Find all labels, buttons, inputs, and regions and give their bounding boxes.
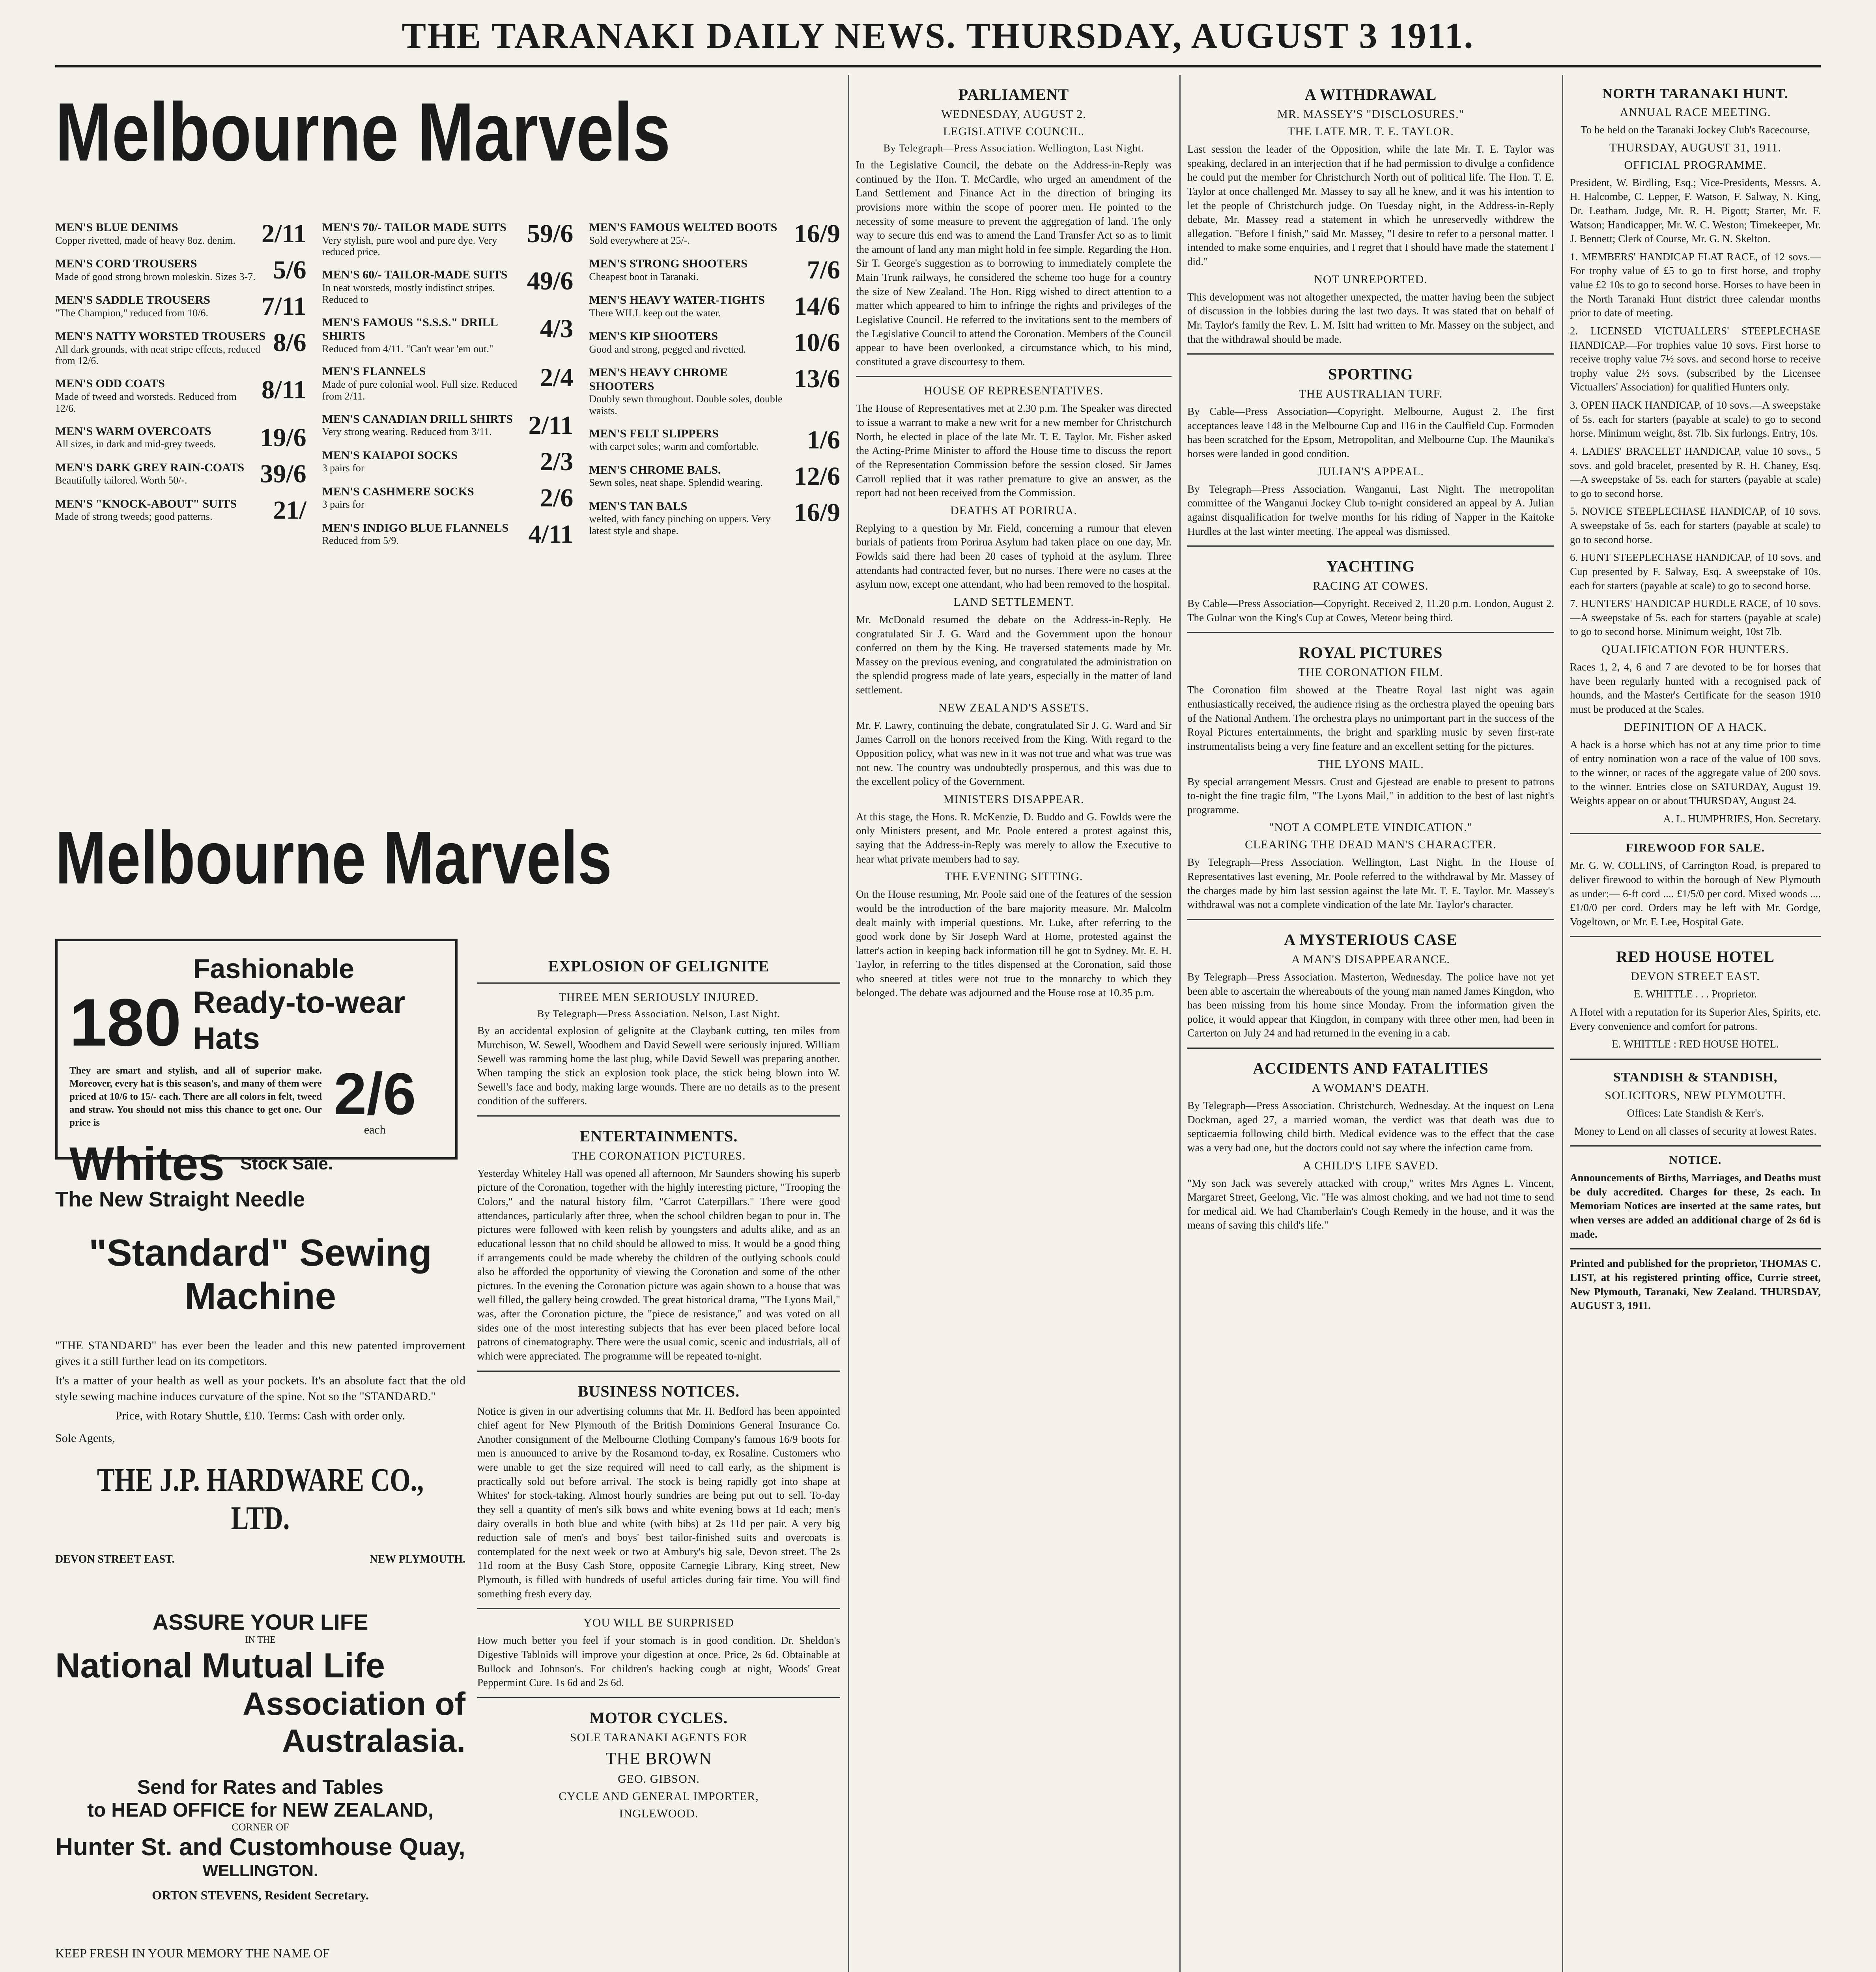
item-price: 4/3 (540, 314, 574, 343)
divider (1187, 353, 1554, 355)
accidents-heading: ACCIDENTS AND FATALITIES (1253, 1059, 1489, 1077)
hunt-officials: President, W. Birdling, Esq.; Vice-Presidents, Messrs. A. H. Halcombe, C. Lepper, F. Watson, F. Salway, N. King, Dr. Leatham. Judge, Mr. R. H. Pigott; Starter, Mr. F. Watson; Handicapper, Mr. W. C. Weston; Timekeeper, Mr. J. Bennett; Clerk of Course, Mr. G. N. Skelton. (1570, 176, 1821, 245)
whites-name: Whites (69, 1137, 225, 1190)
assets-body: Mr. F. Lawry, continuing the debate, congratulated Sir J. G. Ward and Sir James Carroll on the honors received from the King. With regard to the Opposition policy, what was new in it was not true and what was true was not new. The country was undoubtedly prosperous, and this was due to the excellent policy of the Government. (856, 719, 1172, 788)
item-name: MEN'S CHROME BALS. (589, 463, 721, 476)
hor-body: The House of Representatives met at 2.30 p.m. The Speaker was directed to issue a warrant to make a new writ for a new member for Christchurch North, he elected in place of the late Mr. T. E. Taylor. Mr. Fisher asked the Acting-Prime Minister to afford the House time to discuss the report of the Representation Commission before the session closed. Sir James Carroll replied that it was rather premature to give an answer, as the report had not been received from the Commission. (856, 402, 1172, 499)
motor-l5: INGLEWOOD. (619, 1807, 699, 1820)
sewing-town: NEW PLYMOUTH. (370, 1553, 465, 1565)
standish-body: Offices: Late Standish & Kerr's. (1627, 1107, 1764, 1119)
column-4 (1187, 75, 1554, 1972)
hats-line1: Fashionable (193, 953, 355, 984)
melbourne-item (322, 449, 574, 475)
item-name: MEN'S STRONG SHOOTERS (589, 257, 748, 270)
melbourne-item (55, 377, 306, 414)
item-price: 39/6 (260, 459, 306, 488)
standish-heading: STANDISH & STANDISH, (1613, 1070, 1778, 1085)
vindication-sub: CLEARING THE DEAD MAN'S CHARACTER. (1244, 838, 1497, 852)
royal-heading: ROYAL PICTURES (1299, 644, 1443, 662)
motor-cycles-heading: MOTOR CYCLES. (589, 1709, 728, 1727)
melbourne-item (322, 221, 574, 258)
column-divider (1562, 75, 1563, 1972)
standish-sub: SOLICITORS, NEW PLYMOUTH. (1605, 1089, 1786, 1102)
divider (477, 1697, 840, 1698)
melbourne-item (55, 257, 306, 283)
item-name: MEN'S 60/- TAILOR-MADE SUITS (322, 268, 508, 282)
column-2 (477, 947, 840, 1972)
item-name: MEN'S CASHMERE SOCKS (322, 485, 474, 498)
hunt-date: THURSDAY, AUGUST 31, 1911. (1609, 141, 1782, 154)
parliament-date: WEDNESDAY, AUGUST 2. (941, 108, 1086, 121)
melbourne-item (322, 365, 574, 402)
melbourne-item (589, 427, 840, 453)
item-name: MEN'S DARK GREY RAIN-COATS (55, 461, 245, 474)
melbourne-item (589, 293, 840, 319)
item-description: Very stylish, pure wool and pure dye. Very reduced price. (322, 234, 497, 258)
yachting-heading: YACHTING (1326, 557, 1415, 575)
business-heading: BUSINESS NOTICES. (577, 1382, 740, 1400)
gelignite-heading: EXPLOSION OF GELIGNITE (548, 957, 770, 975)
item-description: Made of pure colonial wool. Full size. Reduced from 2/11. (322, 378, 518, 402)
item-name: MEN'S SADDLE TROUSERS (55, 293, 210, 306)
divider (1570, 833, 1821, 834)
divider (1187, 632, 1554, 633)
race-entry: 3. OPEN HACK HANDICAP, of 10 sovs.—A sweepstake of 5s. each for starters (payable at scale) to go to second horse. Minimum weight, 8st. 7lb. Six furlongs. Entry, 10s. (1570, 399, 1821, 439)
ministers-body: At this stage, the Hons. R. McKenzie, D. Buddo and G. Fowlds were the only Ministers present, and Mr. Poole entered a protest against this, saying that the Address-in-Reply was merely to allow the Executive to hear what private members had to say. (856, 810, 1172, 865)
divider (1570, 1059, 1821, 1060)
race-entry: 6. HUNT STEEPLECHASE HANDICAP, of 10 sovs. and Cup presented by F. Salway, Esq. A sweepstake of 10s. each for starters (payable at scale) to go to second horse. (1570, 551, 1821, 592)
divider (1187, 545, 1554, 547)
item-description: Cheapest boot in Taranaki. (589, 271, 699, 282)
column-divider (1179, 75, 1181, 1972)
ins-l8: Hunter St. and Customhouse Quay, (55, 1833, 465, 1861)
race-entry: 4. LADIES' BRACELET HANDICAP, value 10 sovs., 5 sovs. and gold bracelet, presented by R. H. Chaney, Esq.—A sweepstake of 5s. each for starters (payable at scale) to go to second horse. (1570, 445, 1821, 499)
gelignite-sub: THREE MEN SERIOUSLY INJURED. (559, 991, 759, 1004)
item-description: All dark grounds, with neat stripe effects, reduced from 12/6. (55, 343, 261, 367)
item-name: MEN'S HEAVY WATER-TIGHTS (589, 293, 765, 306)
column-5 (1570, 75, 1821, 1972)
ins-l2: IN THE (245, 1634, 276, 1645)
melbourne-marvels-title: Melbourne Marvels (55, 86, 671, 178)
item-name: MEN'S BLUE DENIMS (55, 221, 178, 234)
divider (1570, 1248, 1821, 1249)
melbourne-item (322, 413, 574, 439)
deaths-body: Replying to a question by Mr. Field, concerning a rumour that eleven burials of patients from Porirua Asylum had taken place on one day, Mr. Fowlds said there had been 20 cases of typhoid at the asylum. Three attendants had contracted fever, but no nurses. There were no cases at the asylum now, except one attendant, who had been removed to the hospital. (856, 522, 1172, 590)
motor-l3: GEO. GIBSON. (618, 1772, 700, 1785)
melbourne-item (589, 221, 840, 247)
notice-body: Announcements of Births, Marriages, and Deaths must be duly accredited. Charges for these, 2s each. In Memoriam Notices are inserted at the same rates, but when verses are added an additional charge of 2s 6d is made. (1570, 1172, 1821, 1240)
item-price: 2/3 (540, 447, 574, 476)
parliament-byline: By Telegraph—Press Association. Wellington, Last Night. (883, 142, 1144, 154)
item-description: Made of tweed and worsteds. Reduced from 12/6. (55, 390, 237, 414)
ins-l3: National Mutual Life (55, 1645, 385, 1685)
redhouse-signature: E. WHITTLE : RED HOUSE HOTEL. (1612, 1038, 1779, 1050)
sporting-heading: SPORTING (1328, 365, 1413, 383)
item-name: MEN'S FELT SLIPPERS (589, 427, 719, 440)
melbourne-items-column (55, 221, 306, 797)
melbourne-item (589, 257, 840, 283)
melbourne-items-column (322, 221, 574, 797)
item-price: 16/9 (794, 219, 840, 248)
sewing-agents: Sole Agents, (55, 1431, 115, 1445)
melbourne-item (322, 268, 574, 305)
mystery-heading: A MYSTERIOUS CASE (1284, 930, 1457, 949)
item-name: MEN'S HEAVY CHROME SHOOTERS (589, 366, 728, 393)
divider (477, 1371, 840, 1372)
item-name: MEN'S CORD TROUSERS (55, 257, 197, 270)
hack-heading: DEFINITION OF A HACK. (1624, 720, 1767, 734)
hunt-sub: ANNUAL RACE MEETING. (1620, 106, 1771, 119)
sewing-p3: Price, with Rotary Shuttle, £10. Terms: Cash with order only. (115, 1409, 405, 1423)
divider (1187, 1048, 1554, 1049)
melbourne-items-column (589, 221, 840, 797)
melbourne-item (55, 425, 306, 451)
redhouse-proprietor: E. WHITTLE . . . Proprietor. (1634, 988, 1757, 1000)
ins-l5: Send for Rates and Tables (137, 1776, 384, 1798)
masthead (55, 12, 1821, 59)
item-name: MEN'S ODD COATS (55, 377, 165, 390)
withdrawal-sub: MR. MASSEY'S "DISCLOSURES." (1277, 108, 1464, 121)
printer-imprint: Printed and published for the proprietor, THOMAS C. LIST, at his registered printing office, Currie street, New Plymouth, Taranaki, New Zealand. THURSDAY, AUGUST 3, 1911. (1570, 1257, 1821, 1312)
vindication-body: By Telegraph—Press Association. Wellington, Last Night. In the House of Representatives last evening, Mr. Poole referred to the withdrawal by Mr. Massey of the charges made by him last session against the late Mr. T. E. Taylor. Mr. Massey's withdrawal was not a complete vindication of the late Mr. Taylor's character. (1187, 856, 1554, 911)
withdrawal-body: Last session the leader of the Opposition, while the late Mr. T. E. Taylor was speaking, declared in an interjection that if he had permission to divulge a confidence he could put the member for Christchurch North out of political life. The Hon. T. E. Taylor at once challenged Mr. Massey to say all he knew, and it was his intention to let the people of Christchurch judge. On Tuesday night, in the Address-in-Reply debate, Mr. Massey read a statement in which he unreservedly withdrew the allegation. "Before I finish," said Mr. Massey, "I desire to refer to a personal matter. I intended to make some enquiries, and I regret that I should have made the statement I did." (1187, 143, 1554, 267)
melbourne-item (589, 330, 840, 356)
item-description: All sizes, in dark and mid-grey tweeds. (55, 438, 216, 450)
hack-body: A hack is a horse which has not at any time prior to time of entry nomination won a race of the value of 100 sovs. to the winner, or races of the aggregate value of 200 sovs. to the winner. Entries close on SATURDAY, August 19. Weights appear on or about THURSDAY, August 24. (1570, 738, 1821, 807)
hats-text: They are smart and stylish, and all of superior make. Moreover, every hat is this season's, and many of them were priced at 10/6 to 15/- each. There are all colors in felt, tweed and straw. You should not miss this chance to get one. Our price is (69, 1065, 322, 1128)
divider (477, 1608, 840, 1609)
item-name: MEN'S 70/- TAILOR MADE SUITS (322, 221, 506, 234)
item-price: 1/6 (807, 425, 840, 454)
melbourne-item (55, 293, 306, 319)
turf-heading: THE AUSTRALIAN TURF. (1299, 387, 1443, 401)
race-entry: 7. HUNTERS' HANDICAP HURDLE RACE, of 10 sovs.—A sweepstake of 5s. each for starters (payable at scale) to go to second horse. Minimum weight, 10st 7lb. (1570, 598, 1821, 638)
item-price: 2/6 (540, 483, 574, 512)
item-description: Very strong wearing. Reduced from 3/11. (322, 426, 492, 438)
hunt-heading: NORTH TARANAKI HUNT. (1602, 86, 1788, 101)
item-price: 10/6 (794, 328, 840, 357)
redhouse-heading: RED HOUSE HOTEL (1616, 948, 1775, 966)
melbourne-item (55, 497, 306, 523)
item-description: Reduced from 4/11. "Can't wear 'em out." (322, 343, 493, 355)
parliament-sub: LEGISLATIVE COUNCIL. (943, 125, 1085, 138)
gelignite-byline: By Telegraph—Press Association. Nelson, Last Night. (537, 1008, 781, 1020)
turf-body: By Cable—Press Association—Copyright. Melbourne, August 2. The first acceptances leave 148 in the Melbourne Cup and 116 in the Caulfield Cup. Formoden has been scratched for the Epsom, Metropolitan, and Melbourne Cup. The Maunika's horses were landed in good condition. (1187, 405, 1554, 459)
business-body: Notice is given in our advertising columns that Mr. H. Bedford has been appointed chief agent for New Plymouth of the British Dominions General Insurance Co. Another consignment of the Melbourne Clothing Company's famous 16/9 boots for men is announced to arrive by the Rosamond to-day, ex Rosaline. Customers who were unable to get the size required will need to call early, as the shipment is practically sold out before arrival. The stock is being rapidly got into shape at Whites' for stock-taking. Almost hourly sundries are being put out to sell. To-day they sell a quantity of men's silk bows and white evening bows at 1d each; men's dairy overalls in both blue and white (with bibs) at 2s 11d per pair. A very big reduction sale of men's and boys' best tailor-finished suits and overcoats is contemplated for the next week or two at Ambury's big sale, Devon street. The 2s 11d room at the Busy Cash Store, opposite Carnegie Library, King street, New Plymouth, is filled with hundreds of useful articles during fair time. You will find something fresh every day. (477, 1405, 840, 1600)
divider (856, 376, 1172, 377)
parliament-body: In the Legislative Council, the debate on the Address-in-Reply was continued by the Hon. T. McCardle, who urged an amendment of the Land Settlement and Finance Act in the direction of bringing its provisions more within the scope of poorer men. He pointed to the necessity of some measure to prevent the aggregation of land. The only way to secure this end was to amend the Land Transfer Act so as to limit the amount of land any man might hold in fee simple. Regarding the Hon. Sir T. George's suggestion as to borrowing to immediately complete the Main Trunk railways, he considered the scheme too huge for a country the size of New Zealand. The Hon. Rigg wished to direct attention to a matter which appeared to him to infringe the rights and privileges of the Legislative Council. He referred to the invitations sent to the members of the Legislative Council to attend the Coronation. Members of the Council appear to have been overlooked, a circumstance which, to his mind, constituted a grave discourtesy to them. (856, 159, 1172, 368)
withdrawal-heading: A WITHDRAWAL (1304, 86, 1437, 103)
melbourne-item (322, 316, 574, 355)
melbourne-item (322, 485, 574, 511)
item-price: 2/11 (528, 411, 574, 440)
entertainments-heading: ENTERTAINMENTS. (579, 1127, 738, 1145)
yachting-sub: RACING AT COWES. (1313, 579, 1429, 593)
item-price: 8/6 (273, 328, 306, 357)
melbourne-item (589, 463, 840, 489)
race-entry: 5. NOVICE STEEPLECHASE HANDICAP, of 10 sovs. A sweepstake of 5s. each for starters (payable at scale) to go to second horse. (1570, 505, 1821, 545)
ins-l6: to HEAD OFFICE for NEW ZEALAND, (87, 1798, 433, 1821)
hats-count: 180 (69, 985, 181, 1060)
child-body: "My son Jack was severely attacked with croup," writes Mrs Agnes L. Vincent, Margaret Street, Geelong, Vic. "He was almost choking, and we had not time to send for medical aid. We had Chamberlain's Cough Remedy in the house, and it was the means of saving this child's life." (1187, 1177, 1554, 1231)
whites-hats-ad (55, 939, 458, 1190)
hack-signature: A. L. HUMPHRIES, Hon. Secretary. (1663, 812, 1821, 825)
hats-line2: Ready-to-wear Hats (193, 985, 405, 1055)
mystery-body: By Telegraph—Press Association. Masterton, Wednesday. The police have not yet been able to ascertain the whereabouts of the young man named James Kingdon, who has been missing from his home since Monday. From the information given the police, it would appear that Kingdon, in company with three other men, had been in Carterton on July 24 and had returned in the evening in a cab. (1187, 971, 1554, 1039)
item-name: MEN'S KIP SHOOTERS (589, 330, 718, 343)
vindication-heading: "NOT A COMPLETE VINDICATION." (1269, 821, 1472, 834)
melbourne-item (55, 461, 306, 487)
sewing-p1: "THE STANDARD" has ever been the leader and this new patented improvement gives it a still further lead on its competitors. (55, 1339, 465, 1368)
royal-sub: THE CORONATION FILM. (1298, 666, 1443, 679)
gelignite-body: By an accidental explosion of gelignite at the Claybank cutting, ten miles from Murchison, W. Sewell, Woodhem and David Sewell were seriously injured. William Sewell was ramming home the last plug, while David Sewell was preparing another. When tamping the stick an explosion took place, the stick being blown into W. Sewell's face and body, making large wounds. There are no details as to the present condition of the sufferers. (477, 1025, 840, 1107)
hor-heading: HOUSE OF REPRESENTATIVES. (924, 384, 1104, 398)
ins-l4: Association of Australasia. (243, 1686, 465, 1759)
melbourne-item (322, 521, 574, 547)
item-price: 7/6 (807, 256, 840, 284)
item-name: MEN'S INDIGO BLUE FLANNELS (322, 521, 509, 534)
surprised-body: How much better you feel if your stomach is in good condition. Dr. Sheldon's Digestive Tabloids will improve your digestion at once. Price, 2s 6d. Obtainable at Bullock and Johnson's. For children's hacking cough at night, Woods' Great Peppermint Cure. 1s 6d and 2s 6d. (477, 1634, 840, 1689)
hunt-l1: To be held on the Taranaki Jockey Club's Racecourse, (1581, 124, 1810, 136)
item-price: 16/9 (794, 498, 840, 527)
whites-tag: Stock Sale. (240, 1154, 333, 1173)
item-description: Beautifully tailored. Worth 50/-. (55, 474, 187, 486)
deaths-heading: DEATHS AT PORIRUA. (950, 504, 1077, 517)
item-price: 19/6 (260, 423, 306, 452)
lyons-body: By special arrangement Messrs. Crust and Gjestead are enable to present to patrons to-night the fine tragic film, "The Lyons Mail," in addition to the best of last night's programme. (1187, 775, 1554, 816)
item-description: Copper rivetted, made of heavy 8oz. denim. (55, 234, 236, 246)
item-name: MEN'S KAIAPOI SOCKS (322, 448, 458, 462)
firewood-body: Mr. G. W. COLLINS, of Carrington Road, is prepared to deliver firewood to within the borough of New Plymouth as under:— 6-ft cord .... £1/5/0 per cord. Mixed woods .... £1/0/0 per cord. Orders may be left with Mr. Gordge, Vogeltown, or Mr. F. Lee, Hospital Gate. (1570, 859, 1821, 928)
notice-heading: NOTICE. (1669, 1154, 1722, 1167)
hats-price: 2/6 (334, 1061, 416, 1127)
mystery-sub: A MAN'S DISAPPEARANCE. (1291, 952, 1450, 966)
emery-pre: KEEP FRESH IN YOUR MEMORY THE NAME OF (55, 1946, 330, 1960)
qual-heading: QUALIFICATION FOR HUNTERS. (1601, 643, 1789, 656)
melbourne-item (589, 366, 840, 417)
item-name: MEN'S FAMOUS WELTED BOOTS (589, 221, 777, 234)
melbourne-item (589, 500, 840, 537)
notrep-heading: NOT UNREPORTED. (1314, 273, 1428, 286)
divider (1187, 919, 1554, 920)
item-price: 4/11 (528, 519, 574, 549)
divider (1570, 1145, 1821, 1147)
ins-l1: ASSURE YOUR LIFE (152, 1609, 368, 1634)
hats-price-unit: each (364, 1123, 386, 1136)
item-name: MEN'S "KNOCK-ABOUT" SUITS (55, 497, 237, 510)
item-description: Reduced from 5/9. (322, 535, 399, 547)
royal-body: The Coronation film showed at the Theatre Royal last night was again enthusiastically received, the audience rising as the orchestra played the opening bars of the National Anthem. The orchestra plays no unimportant part in the success of the Royal Pictures entertainments, the bright and sparkling music by seven first-rate instrumentalists being a very fine feature and an excellent setting for the pictures. (1187, 684, 1554, 752)
accidents-body: By Telegraph—Press Association. Christchurch, Wednesday. At the inquest on Lena Dockman, aged 27, a married woman, the verdict was that death was due to septicaemia following child birth. Medical evidence was to the effect that the case was a very bad one, but the doctors could not say where the infection came from. (1187, 1100, 1554, 1154)
sewing-title: "Standard" Sewing Machine (89, 1232, 432, 1317)
item-price: 49/6 (527, 267, 574, 296)
race-list (1570, 250, 1821, 639)
sewing-street: DEVON STREET EAST. (55, 1553, 175, 1565)
masthead-rule (55, 65, 1821, 67)
melbourne-items-grid (55, 221, 840, 797)
item-price: 5/6 (273, 256, 306, 284)
item-name: MEN'S FLANNELS (322, 365, 426, 378)
masthead-title: THE TARANAKI DAILY NEWS. THURSDAY, AUGUST 3 1911. (402, 15, 1474, 56)
item-price: 2/4 (540, 363, 574, 392)
redhouse-sub: DEVON STREET EAST. (1631, 970, 1760, 983)
item-price: 14/6 (794, 292, 840, 321)
item-description: 3 pairs for (322, 499, 364, 510)
redhouse-body: A Hotel with a reputation for its Superior Ales, Spirits, etc. Every convenience and comfort for patrons. (1570, 1006, 1821, 1032)
assets-heading: NEW ZEALAND'S ASSETS. (938, 701, 1089, 714)
divider (477, 982, 840, 984)
melbourne-item (55, 330, 306, 367)
evening-body: On the House resuming, Mr. Poole said one of the features of the session would be the introduction of the bare majority measure. Mr. Malcolm dealt mainly with imperial questions. Mr. Luke, after referring to the good work done by Sir Joseph Ward at Home, protested against the latter's action in keeping back information till he got to Sydney. Mr. E. H. Taylor, in referring to the titles dispensed at the Coronation, said those who sneered at titles were not true to the monarchy to which they belonged. The debate was adjourned and the House rose at 10.35 p.m. (856, 888, 1172, 999)
divider (1570, 936, 1821, 937)
melbourne-marvels-title-2: Melbourne Marvels (55, 816, 612, 900)
motor-l4: CYCLE AND GENERAL IMPORTER, (559, 1789, 759, 1803)
item-description: In neat worsteds, mostly indistinct stripes. Reduced to (322, 282, 495, 305)
emery-cycles-ad (55, 1946, 465, 1972)
accidents-sub: A WOMAN'S DEATH. (1312, 1081, 1430, 1094)
ins-l7: CORNER OF (232, 1821, 289, 1833)
land-heading: LAND SETTLEMENT. (953, 595, 1074, 609)
ministers-heading: MINISTERS DISAPPEAR. (943, 792, 1084, 806)
lyons-heading: THE LYONS MAIL. (1317, 757, 1424, 771)
item-description: "The Champion," reduced from 10/6. (55, 307, 209, 319)
sewing-machine-ad (55, 1187, 465, 1566)
surprised-heading: YOU WILL BE SURPRISED (583, 1616, 734, 1630)
standish-money: Money to Lend on all classes of security at lowest Rates. (1574, 1125, 1817, 1137)
ins-l10: ORTON STEVENS, Resident Secretary. (152, 1888, 369, 1902)
julian-body: By Telegraph—Press Association. Wanganui, Last Night. The metropolitan committee of the Wanganui Jockey Club to-night considered an appeal by A. Julian against disqualification for twelve months for his riding of Napper in the Kaitoke Hurdles at the last winter meeting. The appeal was dismissed. (1187, 483, 1554, 537)
item-price: 59/6 (527, 219, 574, 248)
notrep-body: This development was not altogether unexpected, the matter having been the subject of discussion in the lobbies during the last two days. It was stated that on behalf of Mr. Taylor's family the Rev. L. M. Isitt had written to Mr. Massey on the subject, and that the withdrawal should be made. (1187, 291, 1554, 345)
item-name: MEN'S NATTY WORSTED TROUSERS (55, 330, 266, 343)
sewing-p2: It's a matter of your health as well as your pockets. It's an absolute fact that the old style sewing machine induces curvature of the spine. Not so the "STANDARD." (55, 1374, 465, 1403)
yachting-body: By Cable—Press Association—Copyright. Received 2, 11.20 p.m. London, August 2. The Gulnar won the King's Cup at Cowes, Meteor being third. (1187, 598, 1554, 624)
land-body: Mr. McDonald resumed the debate on the Address-in-Reply. He congratulated Sir J. G. Ward and the Government upon the honour conferred on them by the King. He traversed statements made by Mr. Massey on the previous evening, and congratulated the administration on the splendid progress made of late years, especially in the matter of land settlement. (856, 613, 1172, 696)
parliament-heading: PARLIAMENT (958, 86, 1069, 103)
sewing-company: THE J.P. HARDWARE CO., LTD. (97, 1461, 424, 1537)
item-description: Sewn soles, neat shape. Splendid wearing. (589, 477, 763, 489)
insurance-ad (55, 1609, 465, 1903)
race-entry: 2. LICENSED VICTUALLERS' STEEPLECHASE HANDICAP.—For trophies value 10 sovs. First horse to receive trophy value 7½ sovs. and second horse to receive trophy value 2½ sovs. (subscribed by the Licensee Victuallers' Association) for qualified Hunters only. (1570, 325, 1821, 393)
firewood-heading: FIREWOOD FOR SALE. (1626, 841, 1765, 855)
divider (477, 1115, 840, 1117)
item-price: 8/11 (261, 375, 306, 405)
motor-l2: THE BROWN (605, 1748, 712, 1768)
child-heading: A CHILD'S LIFE SAVED. (1302, 1159, 1439, 1172)
motor-l1: SOLE TARANAKI AGENTS FOR (570, 1731, 748, 1744)
item-price: 7/11 (261, 292, 306, 321)
sewing-pre: The New Straight Needle (55, 1188, 305, 1211)
item-description: There WILL keep out the water. (589, 307, 721, 319)
item-name: MEN'S WARM OVERCOATS (55, 424, 211, 438)
item-price: 21/ (273, 495, 306, 525)
item-price: 12/6 (794, 461, 840, 491)
item-description: welted, with fancy pinching on uppers. Very latest style and shape. (589, 513, 771, 537)
item-description: 3 pairs for (322, 462, 364, 474)
item-description: Sold everywhere at 25/-. (589, 234, 690, 246)
julian-heading: JULIAN'S APPEAL. (1317, 465, 1424, 478)
column-3 (856, 75, 1172, 1972)
item-price: 13/6 (794, 364, 840, 393)
race-entry: 1. MEMBERS' HANDICAP FLAT RACE, of 12 sovs.—For trophy value of £5 to go to first horse, and trophy value £2 10s to go to second horse. Horses to have been in the North Taranaki Hunt district three calendar months prior to date of meeting. (1570, 250, 1821, 319)
item-name: MEN'S CANADIAN DRILL SHIRTS (322, 412, 513, 426)
item-description: Good and strong, pegged and rivetted. (589, 343, 746, 355)
withdrawal-sub2: THE LATE MR. T. E. TAYLOR. (1287, 125, 1454, 138)
item-name: MEN'S TAN BALS (589, 499, 688, 513)
item-description: Made of strong tweeds; good patterns. (55, 511, 213, 523)
item-price: 2/11 (261, 219, 306, 248)
entertainments-body: Yesterday Whiteley Hall was opened all afternoon, Mr Saunders showing his superb picture of the Coronation, together with the highly interesting picture, "Trooping the Colors," and the natural history film, "Carrot Caterpillars." There were good attendances, particularly after three, when the school children began to pour in. The pictures were followed with keen relish by youngsters and adults alike, and as an educational lesson that no child should be allowed to miss. It would be a good thing if arrangements could be made whereby the children of the outlying schools could also be afforded the opportunity of viewing the Coronation and some of the other pictures. In the evening the Coronation picture was again shown to a house that was well filled, the gallery being crowded. The great historical drama, "The Lyons Mail," was, after the Coronation picture, the "piece de resistance," and was voted on all sides one of the most interesting subjects that has ever been placed before local patrons of cinematography. There were the usual comic, scenic and industrials, all of which were appreciated. The programme will be repeated to-night. (477, 1167, 840, 1362)
ins-l9: WELLINGTON. (202, 1861, 318, 1880)
item-name: MEN'S FAMOUS "S.S.S." DRILL SHIRTS (322, 316, 498, 343)
qual-body: Races 1, 2, 4, 6 and 7 are devoted to be for horses that have been regularly hunted with a recognised pack of hounds, and the Master's Certificate for the season 1910 must be produced at the Scales. (1570, 661, 1821, 715)
item-description: with carpet soles; warm and comfortable. (589, 441, 759, 452)
evening-heading: THE EVENING SITTING. (944, 870, 1083, 883)
column-divider (848, 75, 849, 1972)
entertainments-sub: THE CORONATION PICTURES. (572, 1149, 746, 1162)
melbourne-item (55, 221, 306, 247)
hunt-programme: OFFICIAL PROGRAMME. (1624, 158, 1767, 172)
item-description: Doubly sewn throughout. Double soles, double waists. (589, 393, 783, 416)
item-description: Made of good strong brown moleskin. Sizes 3-7. (55, 271, 256, 282)
